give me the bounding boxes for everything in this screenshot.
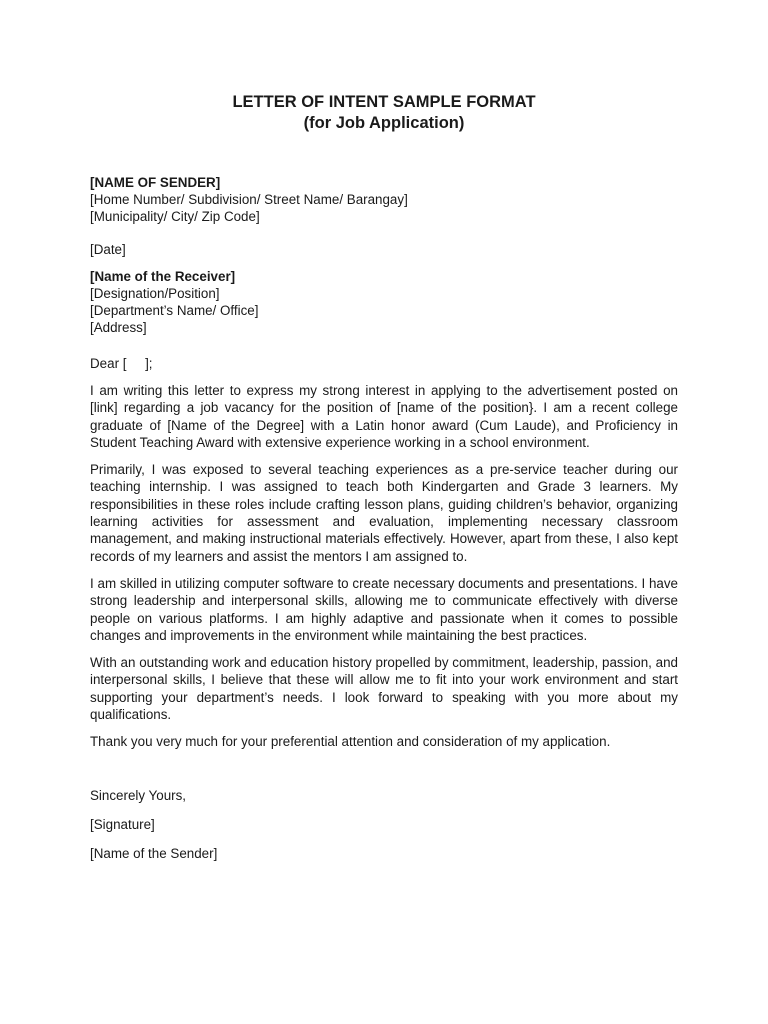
sender-address-line-2: [Municipality/ City/ Zip Code] <box>90 209 260 224</box>
closing-block <box>90 787 678 862</box>
letter-body <box>90 382 678 751</box>
valediction: Sincerely Yours, <box>90 787 187 803</box>
document-title <box>90 92 678 134</box>
body-paragraph-3: I am skilled in utilizing computer software to create necessary documents and presentations. I have strong leadership and interpersonal skills, allowing me to communicate effectively with diverse people on various platforms. I am highly adaptive and passionate when it comes to possible changes and improvements in the environment while maintaining the best practices. <box>90 575 678 643</box>
receiver-address: [Address] <box>90 320 147 335</box>
salutation: Dear [ ]; <box>90 356 153 371</box>
receiver-name: [Name of the Receiver] <box>90 269 236 284</box>
signature-placeholder: [Signature] <box>90 816 155 832</box>
closing-sender-name: [Name of the Sender] <box>90 845 218 861</box>
body-paragraph-4: With an outstanding work and education history propelled by commitment, leadership, passion, and interpersonal skills, I believe that these will allow me to fit into your work environment and start supporting your department’s needs. I look forward to speaking with you more about my qualifications. <box>90 655 678 723</box>
receiver-department: [Department’s Name/ Office] <box>90 303 259 318</box>
receiver-designation: [Designation/Position] <box>90 286 220 301</box>
body-paragraph-2: Primarily, I was exposed to several teaching experiences as a pre-service teacher during our teaching internship. I was assigned to teach both Kindergarten and Grade 3 learners. My responsibilities in these roles include crafting lesson plans, guiding children’s behavior, organizing learning activities for assessment and evaluation, implementing necessary classroom management, and making instructional materials effectively. However, apart from these, I also kept records of my learners and assist the mentors I am assigned to. <box>90 462 678 564</box>
letter-page <box>90 92 678 862</box>
body-paragraph-5: Thank you very much for your preferential attention and consideration of my application. <box>90 734 611 750</box>
letter-date: [Date] <box>90 242 126 257</box>
sender-address-line-1: [Home Number/ Subdivision/ Street Name/ Barangay] <box>90 192 408 207</box>
receiver-block <box>90 268 678 336</box>
title-line-1: LETTER OF INTENT SAMPLE FORMAT <box>232 93 536 111</box>
sender-name: [NAME OF SENDER] <box>90 175 221 190</box>
body-paragraph-1: I am writing this letter to express my strong interest in applying to the advertisement posted on [link] regarding a job vacancy for the position of [name of the position}. I am a recent college graduate of [Name of the Degree] with a Latin honor award (Cum Laude), and Proficiency in Student Teaching Award with extensive experience working in a school environment. <box>90 383 678 450</box>
title-line-2: (for Job Application) <box>303 114 465 132</box>
sender-block <box>90 174 678 225</box>
